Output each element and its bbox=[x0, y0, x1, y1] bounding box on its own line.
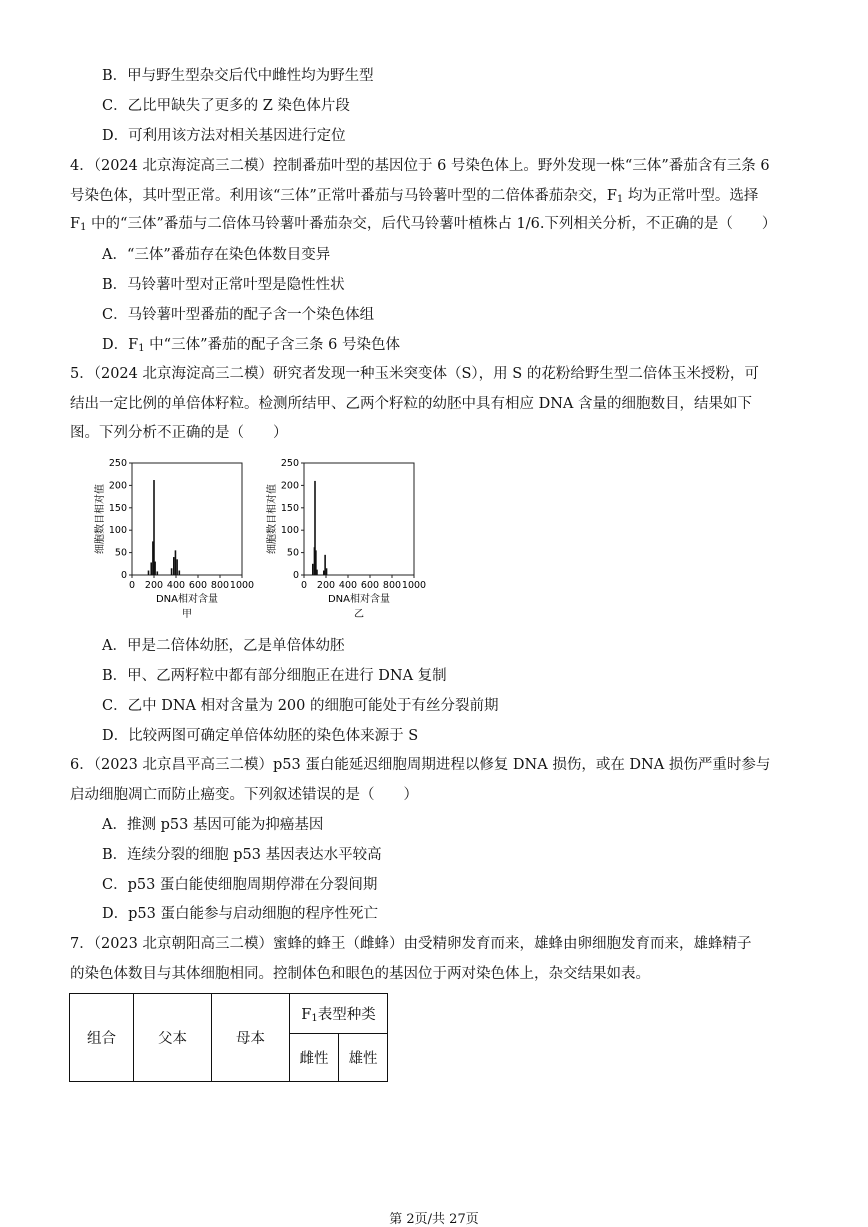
chart-jia-svg bbox=[92, 455, 262, 625]
y-tick-label: 250 bbox=[280, 458, 299, 469]
y-tick-label: 50 bbox=[286, 547, 299, 559]
y-tick-label: 150 bbox=[108, 502, 127, 514]
q4-option-c: C．马铃薯叶型番茄的配子含一个染色体组 bbox=[102, 307, 375, 323]
y-tick-label: 100 bbox=[280, 525, 299, 537]
table-header-f1: $F_1$表型种类 bbox=[290, 994, 388, 1034]
y-axis-label: 细胞数目相对值 bbox=[95, 484, 106, 554]
y-tick-label: 250 bbox=[108, 458, 127, 469]
table-header-female: 雌性 bbox=[290, 1034, 339, 1082]
q3-option-d: D．可利用该方法对相关基因进行定位 bbox=[102, 128, 346, 144]
y-tick-label: 100 bbox=[108, 525, 127, 537]
q4-stem-line3: $F_1$ 中的“三体”番茄与二倍体马铃薯叶番茄杂交，后代马铃薯叶植株占 1/6.下列相关分析，不正确的是（ ） bbox=[70, 216, 777, 233]
q5-stem-line3: 图。下列分析不正确的是（ ） bbox=[70, 425, 288, 441]
x-tick-label: 200 bbox=[144, 580, 164, 591]
q4-stem-line1: 4．（2024 北京海淀高三二模）控制番茄叶型的基因位于 6 号染色体上。野外发现一株“三体”番茄含有三条 6 bbox=[70, 158, 770, 174]
x-tick-label: 400 bbox=[338, 580, 358, 591]
y-tick-label: 0 bbox=[292, 570, 299, 581]
x-tick-label: 800 bbox=[382, 580, 402, 591]
q6-option-c: C．p53 蛋白能使细胞周期停滞在分裂间期 bbox=[102, 877, 378, 893]
x-axis-label: DNA相对含量 bbox=[327, 594, 391, 605]
q5-option-a: A．甲是二倍体幼胚，乙是单倍体幼胚 bbox=[102, 638, 345, 654]
q3-option-b: B．甲与野生型杂交后代中雌性均为野生型 bbox=[102, 68, 374, 84]
chart-jia bbox=[92, 455, 262, 629]
table-header-male: 雄性 bbox=[339, 1034, 388, 1082]
q4-option-b: B．马铃薯叶型对正常叶型是隐性性状 bbox=[102, 277, 345, 293]
y-tick-label: 50 bbox=[114, 547, 127, 559]
q4-stem-line2: 号染色体，其叶型正常。利用该“三体”正常叶番茄与马铃薯叶型的二倍体番茄杂交，$F_1$ 均为正常叶型。选择 bbox=[70, 188, 759, 205]
chart-caption: 乙 bbox=[354, 609, 364, 620]
x-tick-label: 1000 bbox=[229, 580, 255, 591]
x-tick-label: 0 bbox=[128, 580, 136, 591]
y-tick-label: 150 bbox=[280, 502, 299, 514]
x-tick-label: 0 bbox=[300, 580, 308, 591]
chart-yi bbox=[264, 455, 434, 629]
y-axis-label: 细胞数目相对值 bbox=[267, 484, 278, 554]
plot-frame bbox=[132, 463, 242, 575]
plot-frame bbox=[304, 463, 414, 575]
chart-yi-svg bbox=[264, 455, 434, 625]
chart-caption: 甲 bbox=[182, 609, 192, 620]
y-tick-label: 0 bbox=[120, 570, 127, 581]
q7-table bbox=[69, 993, 388, 1082]
x-tick-label: 600 bbox=[360, 580, 380, 591]
q6-stem-line1: 6．（2023 北京昌平高三二模）p53 蛋白能延迟细胞周期进程以修复 DNA 损伤，或在 DNA 损伤严重时参与 bbox=[70, 757, 771, 773]
q4-option-d: D．$F_1$ 中“三体”番茄的配子含三条 6 号染色体 bbox=[102, 337, 400, 354]
q6-stem-line2: 启动细胞凋亡而防止癌变。下列叙述错误的是（ ） bbox=[70, 787, 418, 803]
table-header-father: 父本 bbox=[134, 994, 212, 1082]
q3-option-c: C．乙比甲缺失了更多的 Z 染色体片段 bbox=[102, 98, 350, 114]
q4-option-a: A．“三体”番茄存在染色体数目变异 bbox=[102, 247, 331, 263]
q5-stem-line1: 5．（2024 北京海淀高三二模）研究者发现一种玉米突变体（S），用 S 的花粉给野生型二倍体玉米授粉，可 bbox=[70, 366, 759, 382]
x-tick-label: 200 bbox=[316, 580, 336, 591]
x-tick-label: 600 bbox=[188, 580, 208, 591]
y-tick-label: 200 bbox=[108, 480, 127, 492]
q6-option-b: B．连续分裂的细胞 p53 基因表达水平较高 bbox=[102, 847, 382, 863]
page-footer: 第 2页/共 27页 bbox=[389, 1212, 479, 1227]
q5-stem-line2: 结出一定比例的单倍体籽粒。检测所结甲、乙两个籽粒的幼胚中具有相应 DNA 含量的细胞数目，结果如下 bbox=[70, 396, 752, 412]
q6-option-d: D．p53 蛋白能参与启动细胞的程序性死亡 bbox=[102, 906, 378, 922]
q5-option-d: D．比较两图可确定单倍体幼胚的染色体来源于 S bbox=[102, 728, 419, 744]
x-tick-label: 400 bbox=[166, 580, 186, 591]
x-axis-label: DNA相对含量 bbox=[155, 594, 219, 605]
y-tick-label: 200 bbox=[280, 480, 299, 492]
q7-stem-line1: 7．（2023 北京朝阳高三二模）蜜蜂的蜂王（雌蜂）由受精卵发育而来，雄蜂由卵细胞发育而来，雄蜂精子 bbox=[70, 936, 752, 952]
q5-option-b: B．甲、乙两籽粒中都有部分细胞正在进行 DNA 复制 bbox=[102, 668, 447, 684]
x-tick-label: 1000 bbox=[401, 580, 427, 591]
x-tick-label: 800 bbox=[210, 580, 230, 591]
table-header-mother: 母本 bbox=[212, 994, 290, 1082]
q5-option-c: C．乙中 DNA 相对含量为 200 的细胞可能处于有丝分裂前期 bbox=[102, 698, 499, 714]
q6-option-a: A．推测 p53 基因可能为抑癌基因 bbox=[102, 817, 324, 833]
q7-stem-line2: 的染色体数目与其体细胞相同。控制体色和眼色的基因位于两对染色体上，杂交结果如表。 bbox=[70, 966, 650, 982]
table-header-group: 组合 bbox=[70, 994, 134, 1082]
